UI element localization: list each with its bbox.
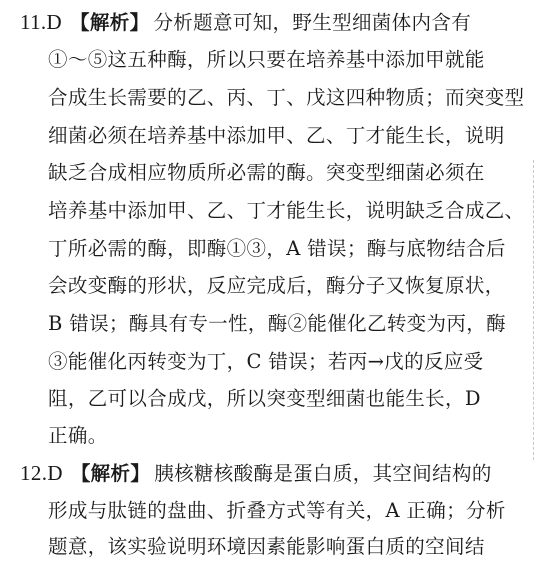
q12-line-1	[20, 456, 492, 490]
q11-line-6: 培养基中添加甲、乙、丁才能生长，说明缺乏合成乙、	[48, 199, 525, 222]
q11-line-8: 会改变酶的形状，反应完成后，酶分子又恢复原状，	[48, 274, 505, 297]
scan-edge-mark	[532, 160, 534, 460]
q11-text: 分析题意可知，野生型细菌体内含有	[153, 11, 472, 34]
q12-line-2: 形成与肽链的盘曲、折叠方式等有关，A 正确；分析	[48, 499, 506, 522]
q11-line-5: 缺乏合成相应物质所必需的酶。突变型细菌必须在	[48, 161, 485, 184]
q11-line-7: 丁所必需的酶，即酶①③，A 错误；酶与底物结合后	[48, 237, 506, 260]
q11-line-2: ①～⑤这五种酶，所以只要在培养基中添加甲就能	[48, 48, 485, 71]
q12-analysis-tag: 【解析】	[70, 462, 151, 485]
q11-line-1	[20, 5, 471, 39]
q12-number: 12.D	[20, 461, 63, 485]
q11-line-12: 正确。	[48, 424, 108, 447]
q11-line-4: 细菌必须在培养基中添加甲、乙、丁才能生长，说明	[48, 124, 505, 147]
q11-line-11: 阻，乙可以合成戊，所以突变型细菌也能生长，D	[48, 387, 481, 410]
q11-line-9: B 错误；酶具有专一性，酶②能催化乙转变为丙，酶	[48, 312, 506, 335]
q11-line-3: 合成生长需要的乙、丙、丁、戊这四种物质；而突变型	[48, 86, 525, 109]
q11-line-10: ③能催化丙转变为丁，C 错误；若丙→戊的反应受	[48, 350, 484, 373]
q11-number: 11.D	[20, 10, 63, 34]
q12-text: 胰核糖核酸酶是蛋白质，其空间结构的	[154, 462, 492, 485]
q12-line-3: 题意，该实验说明环境因素能影响蛋白质的空间结	[48, 535, 485, 558]
q11-analysis-tag: 【解析】	[70, 11, 150, 34]
